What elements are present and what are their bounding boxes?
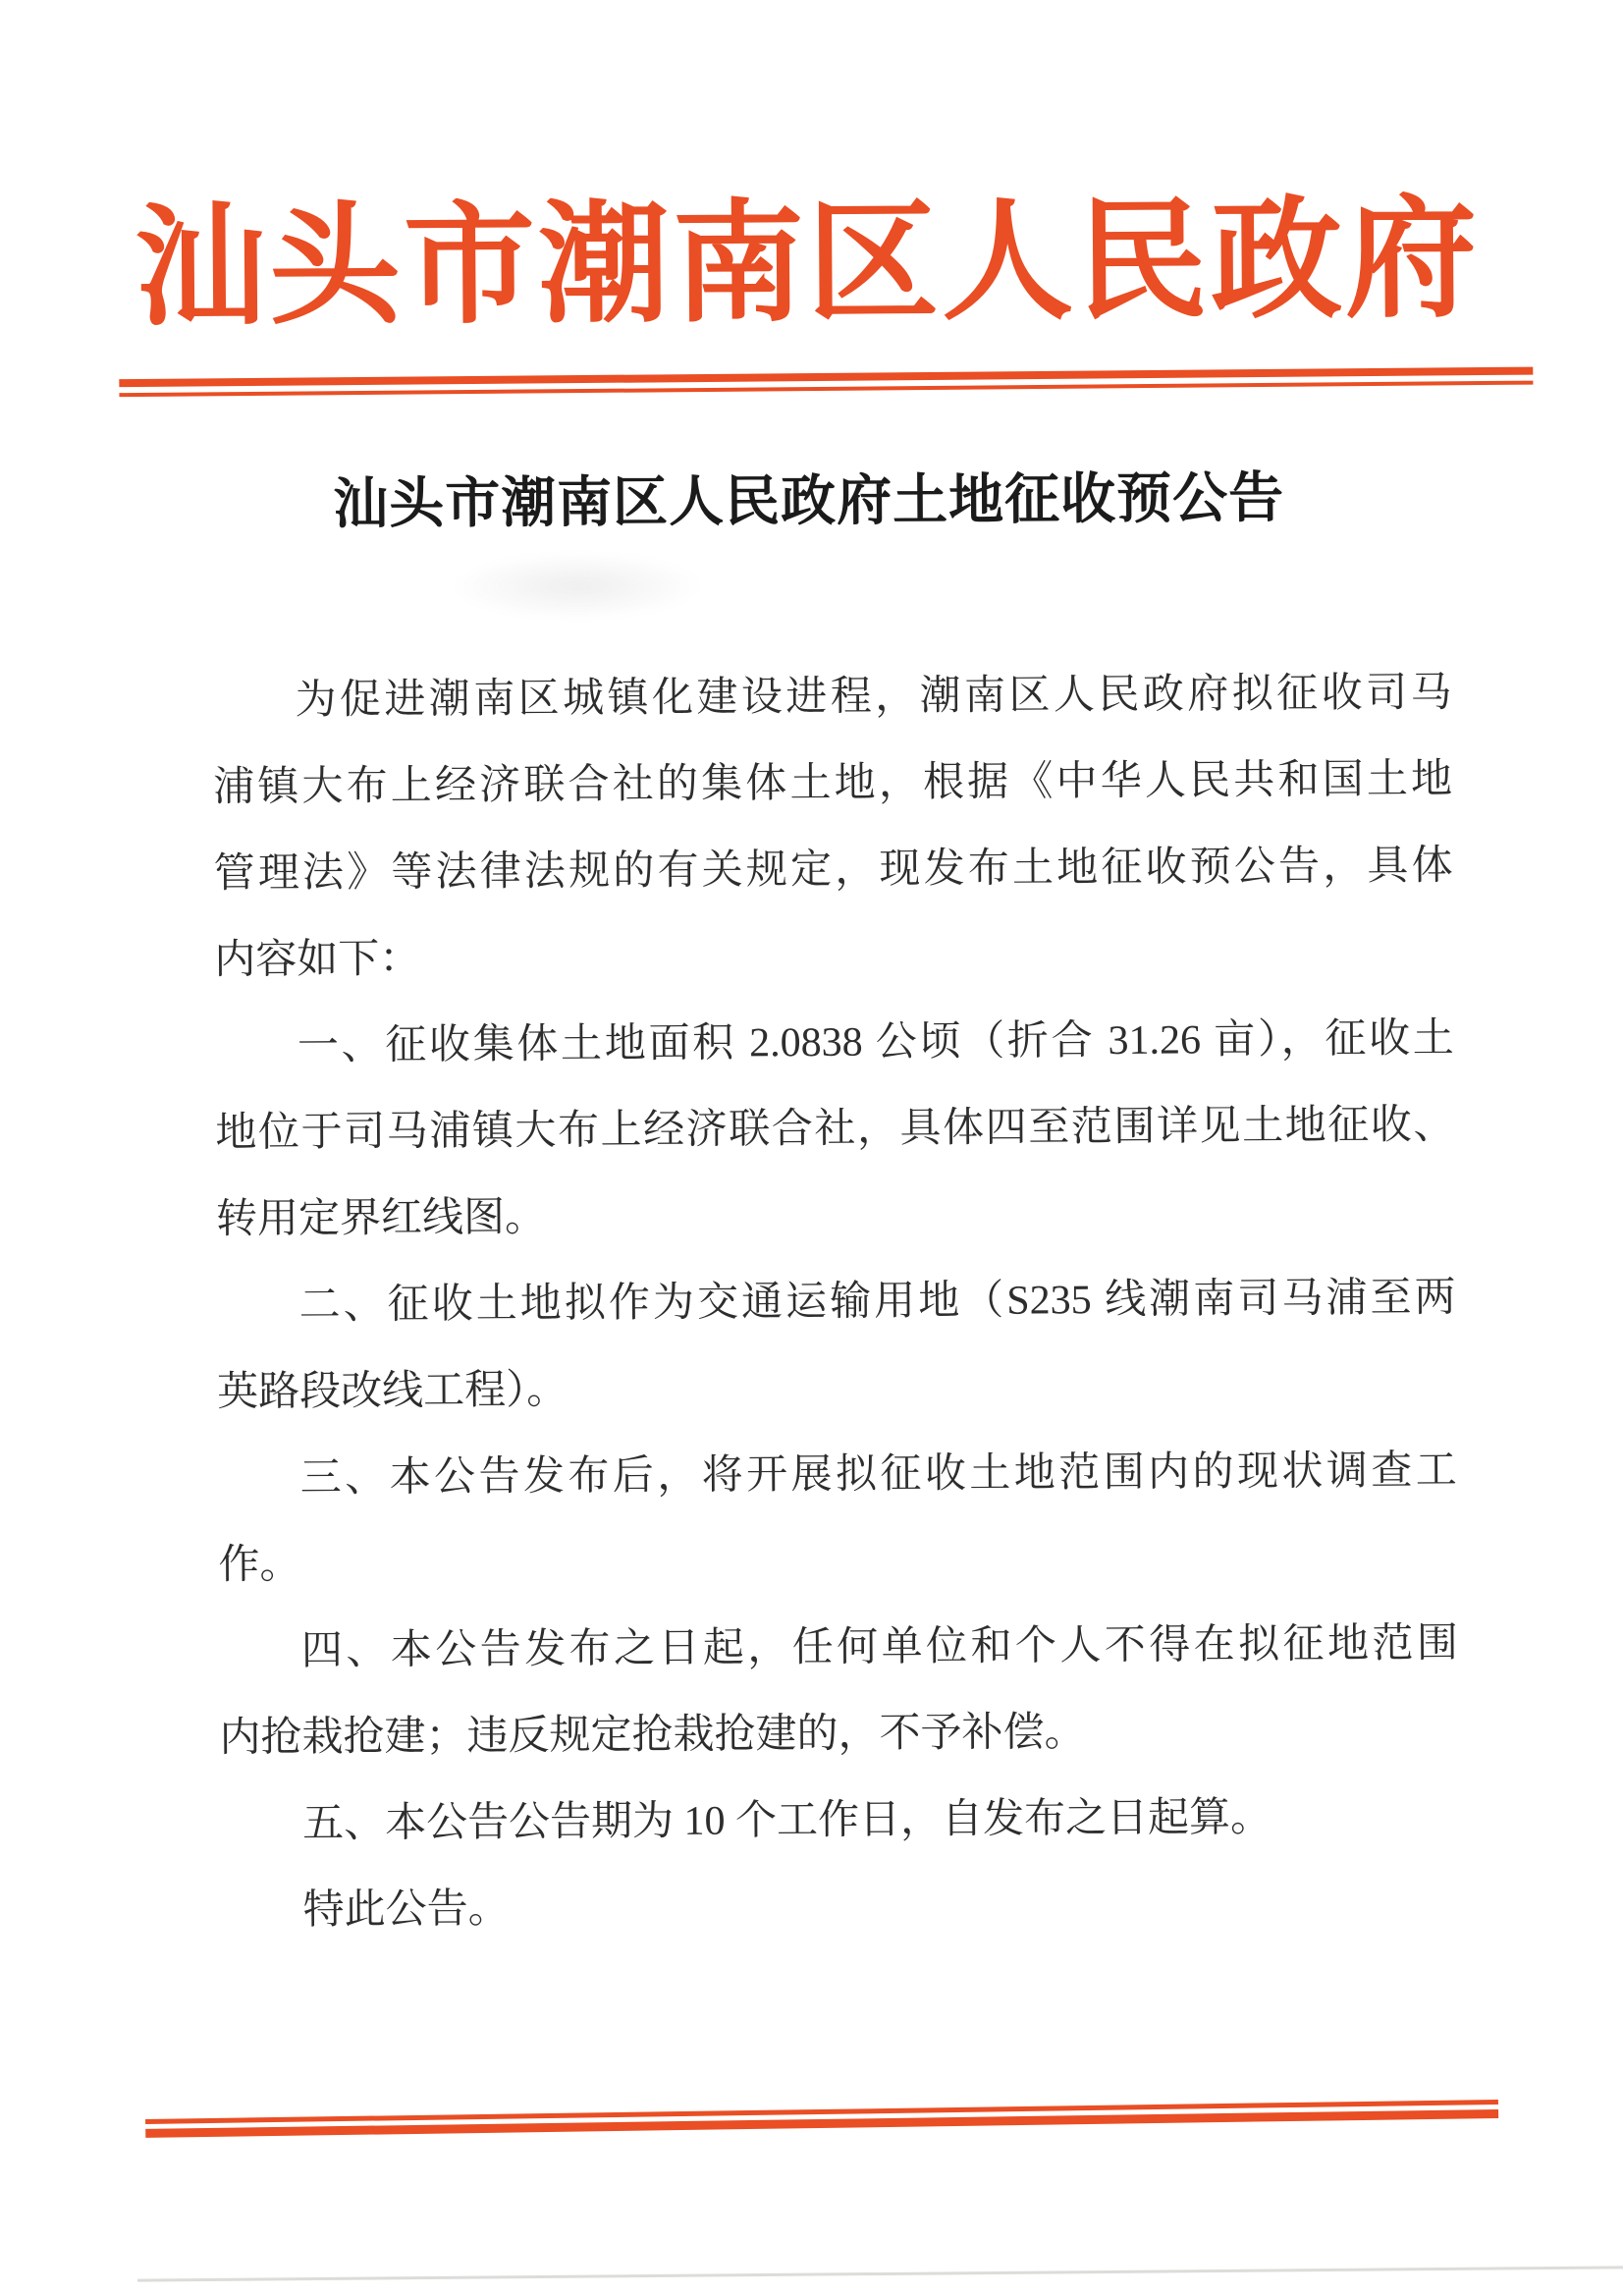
body-line: 地位于司马浦镇大布上经济联合社，具体四至范围详见土地征收、 bbox=[215, 1102, 1455, 1157]
body-line: 浦镇大布上经济联合社的集体土地，根据《中华人民共和国土地 bbox=[212, 756, 1453, 811]
body-line: 为促进潮南区城镇化建设进程，潮南区人民政府拟征收司马 bbox=[295, 670, 1452, 724]
body-line: 四、本公告发布之日起，任何单位和个人不得在拟征地范围 bbox=[300, 1620, 1459, 1674]
body-line: 管理法》等法律法规的有关规定，现发布土地征收预公告，具体 bbox=[213, 843, 1453, 898]
body-line: 作。 bbox=[218, 1542, 301, 1589]
body-line: 转用定界红线图。 bbox=[215, 1194, 547, 1243]
letterhead-org-name: 汕头市潮南区人民政府 bbox=[134, 187, 1481, 342]
letterhead-separator bbox=[119, 367, 1533, 398]
body-line: 一、征收集体土地面积 2.0838 公顷（折合 31.26 亩），征收土 bbox=[297, 1015, 1454, 1069]
document-title: 汕头市潮南区人民政府土地征收预公告 bbox=[332, 467, 1285, 536]
body-line: 内抢栽抢建；违反规定抢栽抢建的，不予补偿。 bbox=[219, 1710, 1086, 1762]
scan-smudge-artifact bbox=[450, 551, 705, 622]
body-line: 特此公告。 bbox=[302, 1886, 510, 1934]
body-line: 英路段改线工程）。 bbox=[217, 1367, 568, 1416]
body-line: 二、征收土地拟作为交通运输用地（S235 线潮南司马浦至两 bbox=[298, 1275, 1456, 1329]
body-line: 三、本公告发布后，将开展拟征收土地范围内的现状调查工 bbox=[299, 1448, 1457, 1502]
body-line: 五、本公告公告期为 10 个工作日，自发布之日起算。 bbox=[301, 1794, 1272, 1847]
body-line: 内容如下： bbox=[214, 936, 421, 984]
footer-separator bbox=[145, 2100, 1498, 2138]
